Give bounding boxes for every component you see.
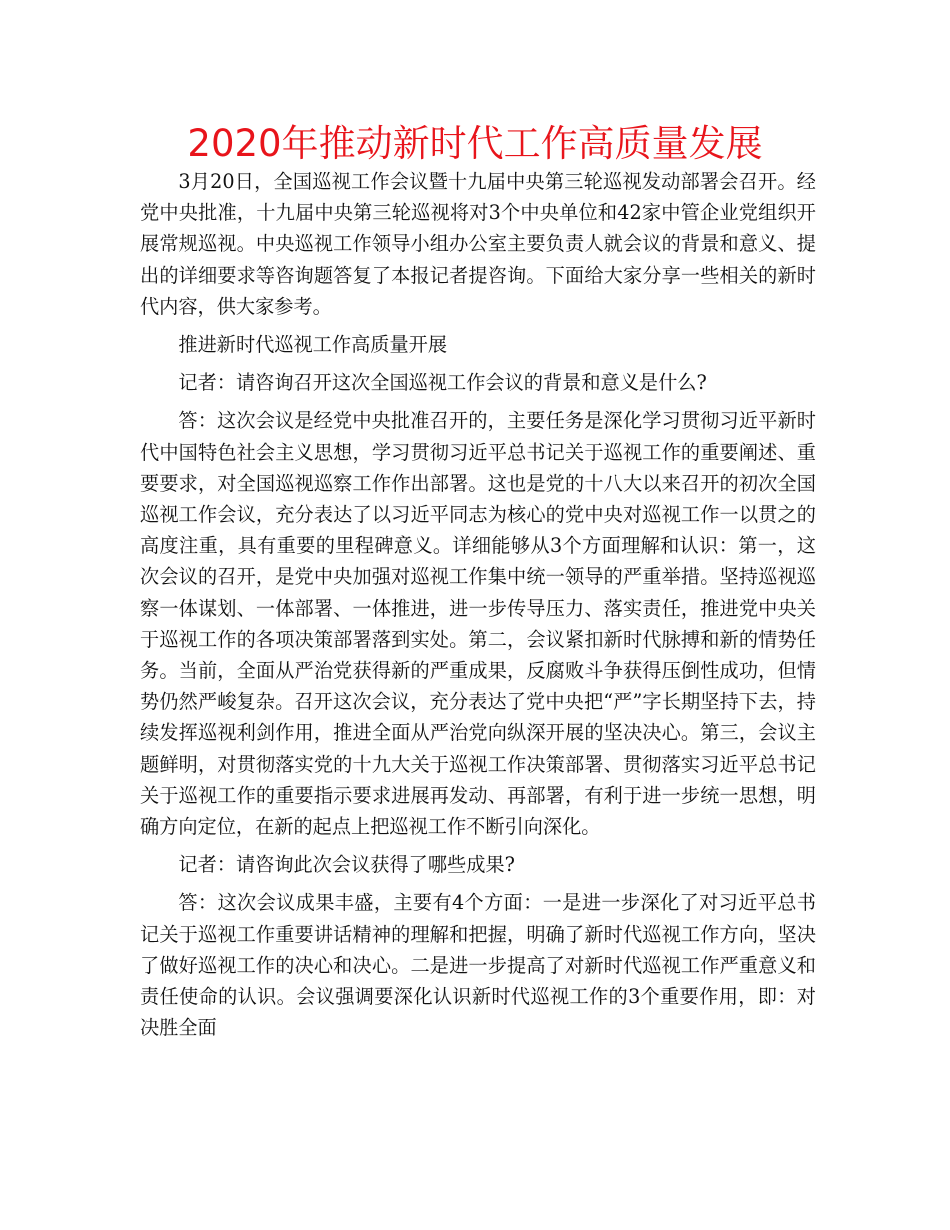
paragraph-question-1: 记者：请咨询召开这次全国巡视工作会议的背景和意义是什么? <box>178 371 707 395</box>
paragraph-subheading: 推进新时代巡视工作高质量开展 <box>178 333 448 357</box>
paragraph-intro: 3月20日，全国巡视工作会议暨十九届中央第三轮巡视发动部署会召开。经党中央批准，十九届中央第三轮巡视将对3个中央单位和42家中管企业党组织开展常规巡视。中央巡视工作领导小组办公室主要负责人就会议的背景和意义、提出的详细要求等咨询题答复了本报记者提咨询。下面给大家分享一些相关的新时代内容，供大家参考。 <box>140 170 816 318</box>
document-body <box>140 166 816 1043</box>
paragraph-answer-2: 答：这次会议成果丰盛，主要有4个方面：一是进一步深化了对习近平总书记关于巡视工作重要讲话精神的理解和把握，明确了新时代巡视工作方向，坚决了做好巡视工作的决心和决心。二是进一步提高了对新时代巡视工作严重意义和责任使命的认识。会议强调要深化认识新时代巡视工作的3个重要作用，即：对决胜全面 <box>140 891 816 1040</box>
paragraph-answer-1: 答：这次会议是经党中央批准召开的，主要任务是深化学习贯彻习近平新时代中国特色社会主义思想，学习贯彻习近平总书记关于巡视工作的重要阐述、重要要求，对全国巡视巡察工作作出部署。这也是党的十八大以来召开的初次全国巡视工作会议，充分表达了以习近平同志为核心的党中央对巡视工作一以贯之的高度注重，具有重要的里程碑意义。详细能够从3个方面理解和认识：第一，这次会议的召开，是党中央加强对巡视工作集中统一领导的严重举措。坚持巡视巡察一体谋划、一体部署、一体推进，进一步传导压力、落实责任，推进党中央关于巡视工作的各项决策部署落到实处。第二，会议紧扣新时代脉搏和新的情势任务。当前，全面从严治党获得新的严重成果，反腐败斗争获得压倒性成功，但情势仍然严峻复杂。召开这次会议，充分表达了党中央把“严”字长期坚持下去，持续发挥巡视利剑作用，推进全面从严治党向纵深开展的坚决决心。第三，会议主题鲜明，对贯彻落实党的十九大关于巡视工作决策部署、贯彻落实习近平总书记关于巡视工作的重要指示要求进展再发动、再部署，有利于进一步统一思想，明确方向定位，在新的起点上把巡视工作不断引向深化。 <box>140 409 816 839</box>
paragraph-question-2: 记者：请咨询此次会议获得了哪些成果? <box>178 853 515 877</box>
document-title: 2020年推动新时代工作高质量发展 <box>187 122 763 165</box>
